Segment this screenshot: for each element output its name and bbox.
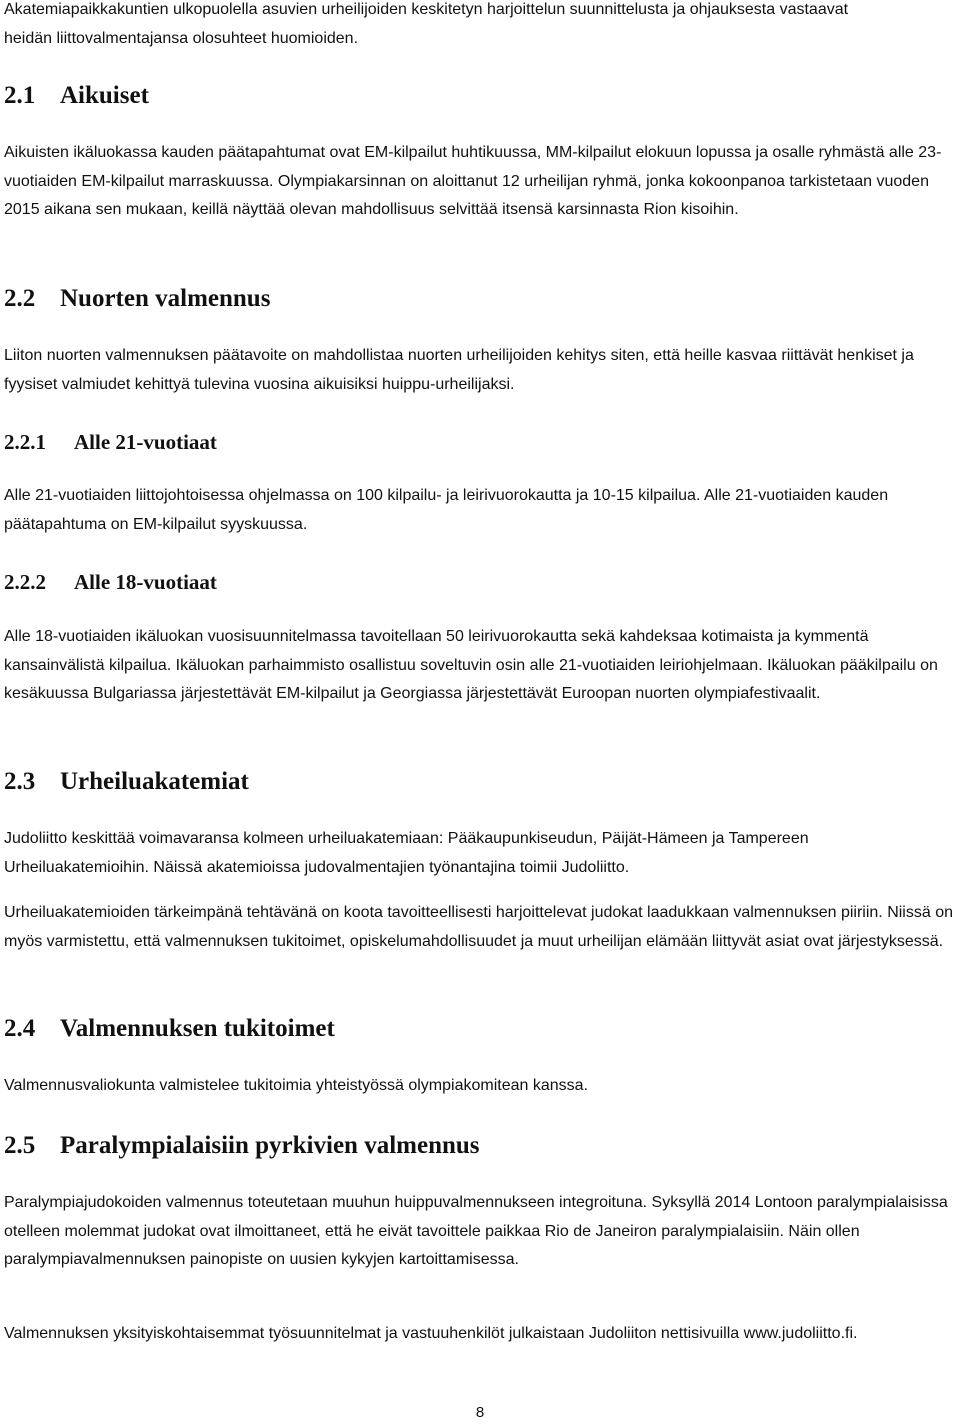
paralympia-paragraph-1: Paralympiajudokoiden valmennus toteutetaan muuhun huippuvalmennukseen integroituna. Syksyllä 2014 Lontoon paralympialaisissa otelleen molemmat judokat ovat ilmoittaneet, että he eivät tavoittele paikkaa Rio de Janeiron paralympialaisiin. Näin ollen paralympiavalmennuksen painopiste on uusien kykyjen kartoittamisessa. (4, 1194, 948, 1268)
heading-title: Paralympialaisiin pyrkivien valmennus (60, 1132, 480, 1159)
heading-alle-18 (4, 570, 217, 595)
aikuiset-paragraph: Aikuisten ikäluokassa kauden päätapahtumat ovat EM-kilpailut huhtikuussa, MM-kilpailut elokuun lopussa ja osalle ryhmästä alle 23-vuotiaiden EM-kilpailut marraskuussa. Olympiakarsinnan on aloittanut 12 urheilijan ryhmä, jonka kokoonpanoa tarkistetaan vuoden 2015 aikana sen mukaan, keillä näyttää olevan mahdollisuus selvittää itsensä karsinnasta Rion kisoihin. (4, 144, 942, 218)
heading-number: 2.4 (4, 1015, 36, 1042)
heading-title: Alle 18-vuotiaat (74, 570, 217, 594)
heading-title: Alle 21-vuotiaat (74, 430, 217, 454)
heading-aikuiset (4, 82, 149, 110)
heading-urheiluakatemiat (4, 768, 249, 796)
urheiluakatemiat-paragraph-1: Judoliitto keskittää voimavaransa kolmeen urheiluakatemiaan: Pääkaupunkiseudun, Päijät-Hämeen ja Tampereen Urheiluakatemioihin. Näissä akatemioissa judovalmentajien työnantajina toimii Judoliitto. (4, 830, 809, 876)
heading-number: 2.2.2 (4, 570, 46, 594)
alle-18-paragraph: Alle 18-vuotiaiden ikäluokan vuosisuunnitelmassa tavoitellaan 50 leirivuorokautta sekä kahdeksaa kotimaista ja kymmentä kansainvälistä kilpailua. Ikäluokan parhaimmisto osallistuu soveltuvin osin alle 21-vuotiaiden leiriohjelmaan. Ikäluokan pääkilpailu on kesäkuussa Bulgariassa järjestettävät EM-kilpailut ja Georgiassa järjestettävät Euroopan nuorten olympiafestivaalit. (4, 628, 938, 702)
urheiluakatemiat-paragraph-2: Urheiluakatemioiden tärkeimpänä tehtävänä on koota tavoitteellisesti harjoittelevat judokat laadukkaan valmennuksen piiriin. Niissä on myös varmistettu, että valmennuksen tukitoimet, opiskelumahdollisuudet ja muut urheilijan elämään liittyvät asiat ovat järjestyksessä. (4, 904, 953, 950)
nuorten-valmennus-paragraph: Liiton nuorten valmennuksen päätavoite on mahdollistaa nuorten urheilijoiden kehitys siten, että heille kasvaa riittävät henkiset ja fyysiset valmiudet kehittyä tulevina vuosina aikuisiksi huippu-urheilijaksi. (4, 347, 914, 393)
heading-title: Valmennuksen tukitoimet (60, 1015, 335, 1042)
heading-number: 2.2.1 (4, 430, 46, 454)
heading-title: Aikuiset (60, 82, 149, 109)
heading-nuorten-valmennus (4, 285, 270, 313)
heading-paralympialaisiin (4, 1132, 480, 1160)
heading-title: Nuorten valmennus (60, 285, 271, 312)
tukitoimet-paragraph: Valmennusvaliokunta valmistelee tukitoimia yhteistyössä olympiakomitean kanssa. (4, 1077, 588, 1094)
heading-alle-21 (4, 430, 217, 455)
heading-number: 2.5 (4, 1132, 36, 1159)
page-number: 8 (475, 1404, 485, 1421)
heading-title: Urheiluakatemiat (60, 768, 249, 795)
heading-number: 2.3 (4, 768, 36, 795)
intro-paragraph: Akatemiapaikkakuntien ulkopuolella asuvien urheilijoiden keskitetyn harjoittelun suunnittelusta ja ohjauksesta vastaavat heidän liittovalmentajansa olosuhteet huomioiden. (4, 1, 849, 47)
heading-number: 2.1 (4, 82, 36, 109)
alle-21-paragraph: Alle 21-vuotiaiden liittojohtoisessa ohjelmassa on 100 kilpailu- ja leirivuorokautta ja 10-15 kilpailua. Alle 21-vuotiaiden kauden päätapahtuma on EM-kilpailut syyskuussa. (4, 487, 889, 533)
heading-number: 2.2 (4, 285, 36, 312)
heading-valmennuksen-tukitoimet (4, 1015, 335, 1043)
paralympia-paragraph-2: Valmennuksen yksityiskohtaisemmat työsuunnitelmat ja vastuuhenkilöt julkaistaan Judoliiton nettisivuilla www.judoliitto.fi. (4, 1325, 858, 1342)
